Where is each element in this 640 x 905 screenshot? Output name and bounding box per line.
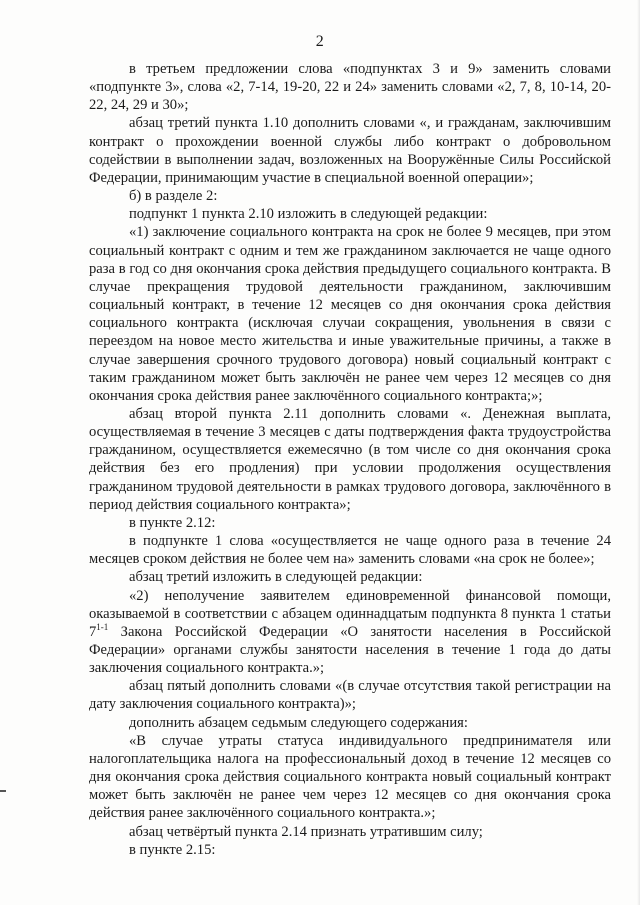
paragraph-9: абзац третий изложить в следующей редакции:: [129, 569, 423, 586]
superscript-article: 1-1: [96, 621, 109, 632]
paragraph-1: в третьем предложении слова «подпунктах 3 и 9» заменить словами «подпункте 3», слова «2, 7-14, 19-20, 22 и 24» заменить словами «2, 7, 8, 10-14, 20-22, 24, 29 и 30»;: [89, 61, 611, 114]
paragraph-7: в пункте 2.12:: [129, 514, 216, 531]
paragraph-11: абзац пятый дополнить словами «(в случае отсутствия такой регистрации на дату заключения социального контракта)»;: [89, 678, 611, 713]
paragraph-4: подпункт 1 пункта 2.10 изложить в следующей редакции:: [129, 206, 488, 223]
paragraph-10-part-1: «2) неполучение заявителем единовременной финансовой помощи, оказываемой в соответствии с абзацем одиннадцатым подпункта 8 пункта 1 статьи 7: [89, 587, 611, 640]
paragraph-10: [89, 587, 611, 678]
paragraph-15: в пункте 2.15:: [129, 841, 216, 858]
paragraph-8: в подпункте 1 слова «осуществляется не чаще одного раза в течение 24 месяцев сроком действия не более чем на» заменить словами «на срок не более»;: [89, 533, 611, 568]
document-body: [89, 60, 611, 859]
paragraph-10-part-2: Закона Российской Федерации «О занятости населения в Российской Федерации» органами службы занятости населения в течение 1 года до даты заключения социального контракта.»;: [89, 623, 611, 677]
paragraph-14: абзац четвёртый пункта 2.14 признать утратившим силу;: [129, 823, 483, 840]
paragraph-6: абзац второй пункта 2.11 дополнить словами «. Денежная выплата, осуществляемая в течение 3 месяцев с даты подтверждения факта трудоустройства гражданином, осуществляется ежемесячно (в том числе со дня окончания срока действия без его продления) при условии продолжения осуществления гражданином трудовой деятельности в рамках трудового договора, заключённого в период действия социального контракта»;: [89, 405, 611, 513]
paragraph-5: «1) заключение социального контракта на срок не более 9 месяцев, при этом социальный контракт с одним и тем же гражданином заключается не чаще одного раза в год со дня окончания срока действия предыдущего социального контракта. В случае прекращения трудовой деятельности гражданином, заключившим социальный контракт, в течение 12 месяцев со дня окончания срока действия социального контракта (исключая случаи сокращения, увольнения в связи с переездом на новое место жительства и иные уважительные причины, а также в случае завершения срочного трудового договора) новый социальный контракт с таким гражданином может быть заключён не ранее чем через 12 месяцев со дня окончания срока действия ранее заключённого социального контракта;»;: [89, 224, 611, 404]
paragraph-3: б) в разделе 2:: [129, 188, 218, 205]
page-number: 2: [315, 33, 325, 50]
paragraph-2: абзац третий пункта 1.10 дополнить словами «, и гражданам, заключившим контракт о прохождении военной службы либо контракт о добровольном содействии в выполнении задач, возложенных на Вооружённые Силы Российской Федерации, принимающим участие в специальной военной операции»;: [89, 115, 611, 186]
paragraph-12: дополнить абзацем седьмым следующего содержания:: [129, 714, 468, 731]
scan-mark: [0, 790, 6, 792]
paragraph-13: «В случае утраты статуса индивидуального предпринимателя или налогоплательщика налога на профессиональный доход в течение 12 месяцев со дня окончания срока действия социального контракта новый социальный контракт может быть заключён не ранее чем через 12 месяцев со дня окончания срока действия ранее заключённого социального контракта.»;: [89, 732, 611, 822]
